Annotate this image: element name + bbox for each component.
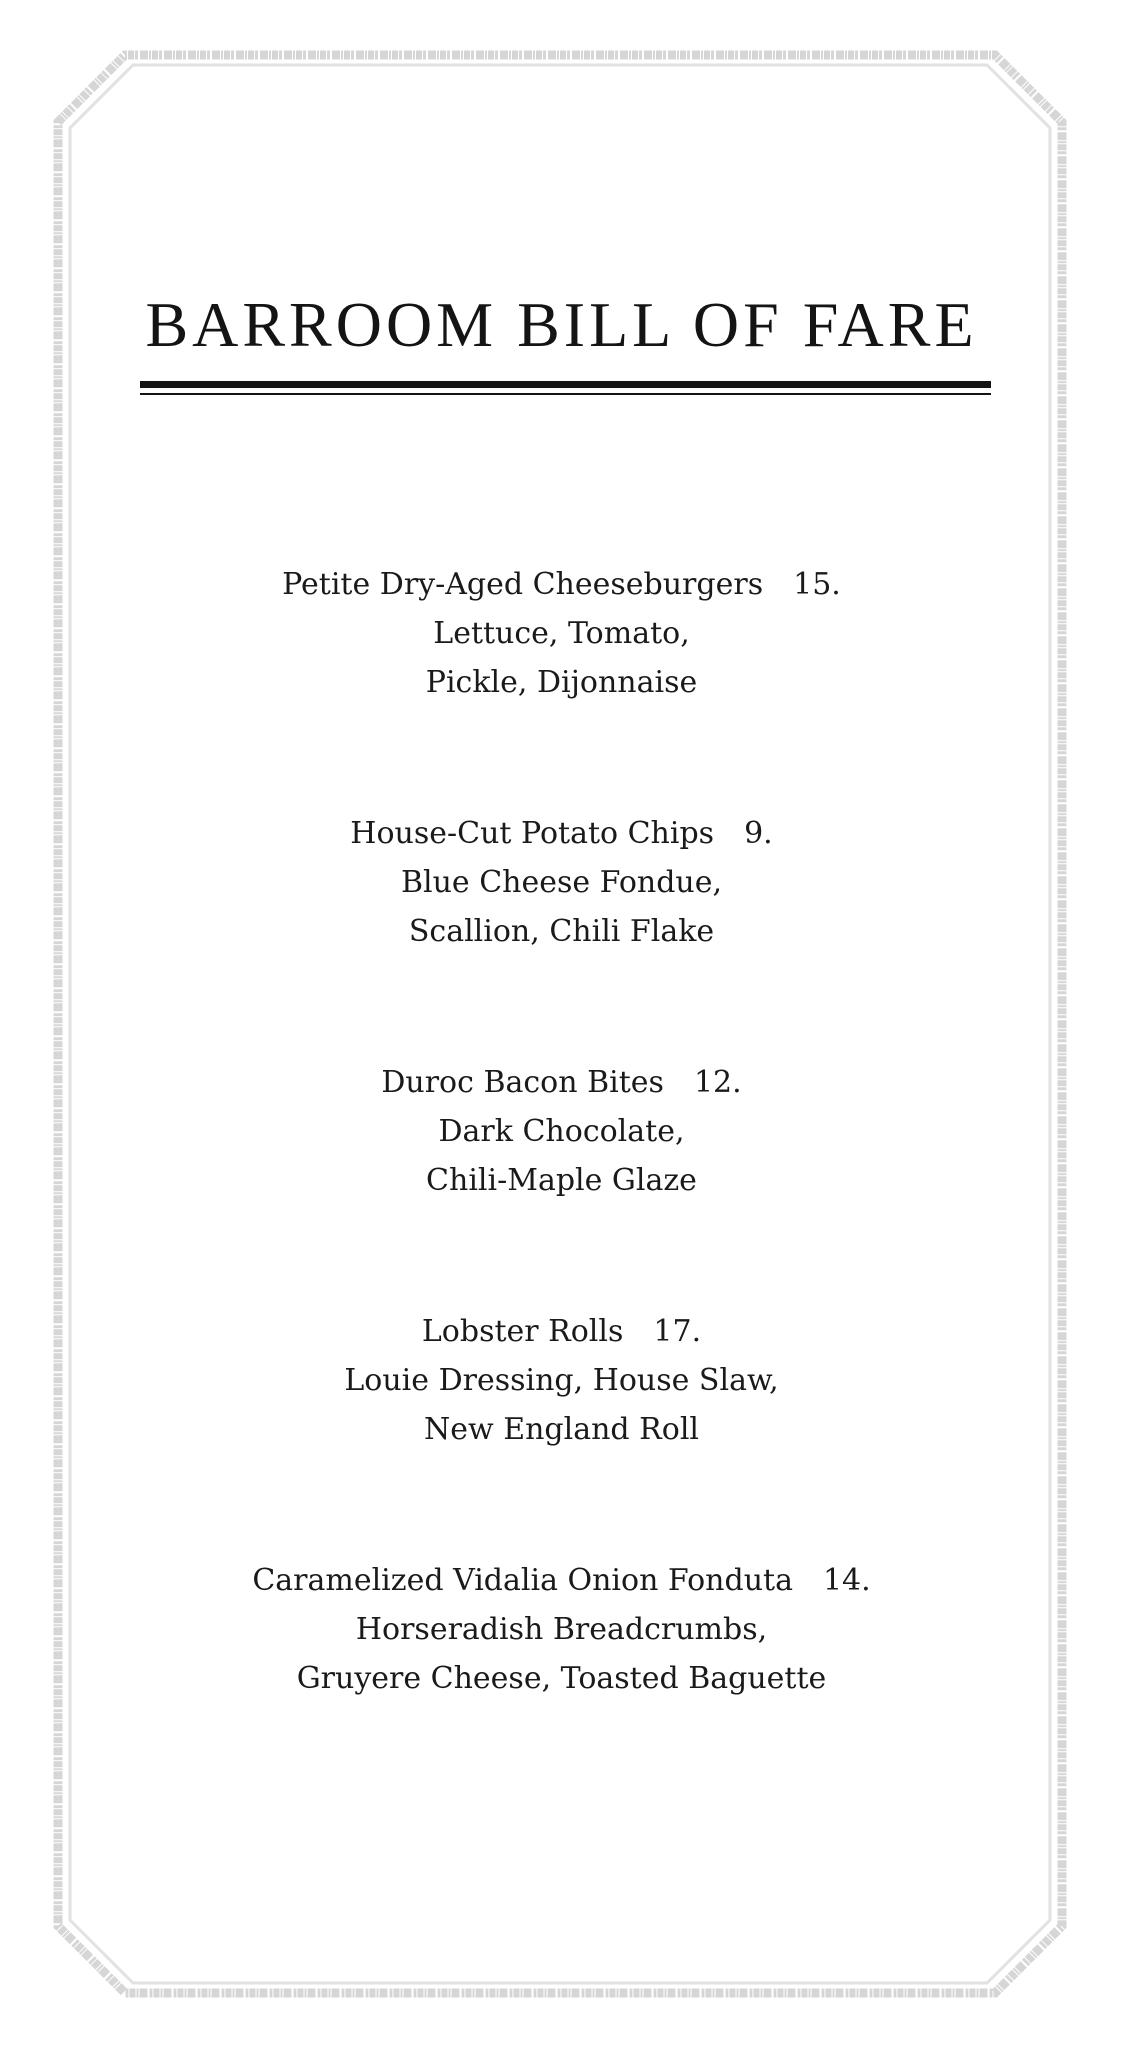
menu-item-heading <box>0 1058 1123 1107</box>
menu-item-name: Lobster Rolls <box>421 1314 624 1349</box>
menu-item-description: Dark Chocolate, <box>438 1114 685 1149</box>
menu-item-name: Petite Dry-Aged Cheeseburgers <box>282 567 764 602</box>
menu-item-description: Blue Cheese Fondue, <box>400 865 723 900</box>
menu-item-name: House-Cut Potato Chips <box>350 816 715 851</box>
menu-item-heading <box>0 809 1123 858</box>
menu-item-heading <box>0 560 1123 609</box>
menu-item-description: Gruyere Cheese, Toasted Baguette <box>296 1661 827 1696</box>
title-rule-thick <box>140 381 991 388</box>
menu-item <box>0 560 1123 809</box>
menu-item-description: Horseradish Breadcrumbs, <box>355 1612 768 1647</box>
menu-item-heading <box>0 1307 1123 1356</box>
menu-item-description: Pickle, Dijonnaise <box>425 665 698 700</box>
menu-item-price: 17. <box>653 1314 702 1349</box>
menu-title: BARROOM BILL OF FARE <box>145 289 978 360</box>
menu-item-name: Duroc Bacon Bites <box>381 1065 664 1100</box>
menu-item-description: Lettuce, Tomato, <box>433 616 690 651</box>
menu-item-heading <box>0 1556 1123 1605</box>
menu-item-price: 9. <box>744 816 773 851</box>
title-rule-thin <box>140 393 991 395</box>
menu-item-description: Chili-Maple Glaze <box>426 1163 697 1198</box>
menu-item <box>0 1058 1123 1307</box>
menu-item-description: Louie Dressing, House Slaw, <box>344 1363 779 1398</box>
menu-item-price: 14. <box>822 1563 871 1598</box>
menu-item-price: 15. <box>793 567 841 602</box>
menu-item-name: Caramelized Vidalia Onion Fonduta <box>252 1563 793 1598</box>
menu-item-description: Scallion, Chili Flake <box>408 914 715 949</box>
menu-item <box>0 1556 1123 1805</box>
menu-item <box>0 1307 1123 1556</box>
menu-item-price: 12. <box>693 1065 742 1100</box>
menu-item <box>0 809 1123 1058</box>
menu-item-description: New England Roll <box>423 1412 700 1447</box>
menu-list <box>0 560 1123 1805</box>
